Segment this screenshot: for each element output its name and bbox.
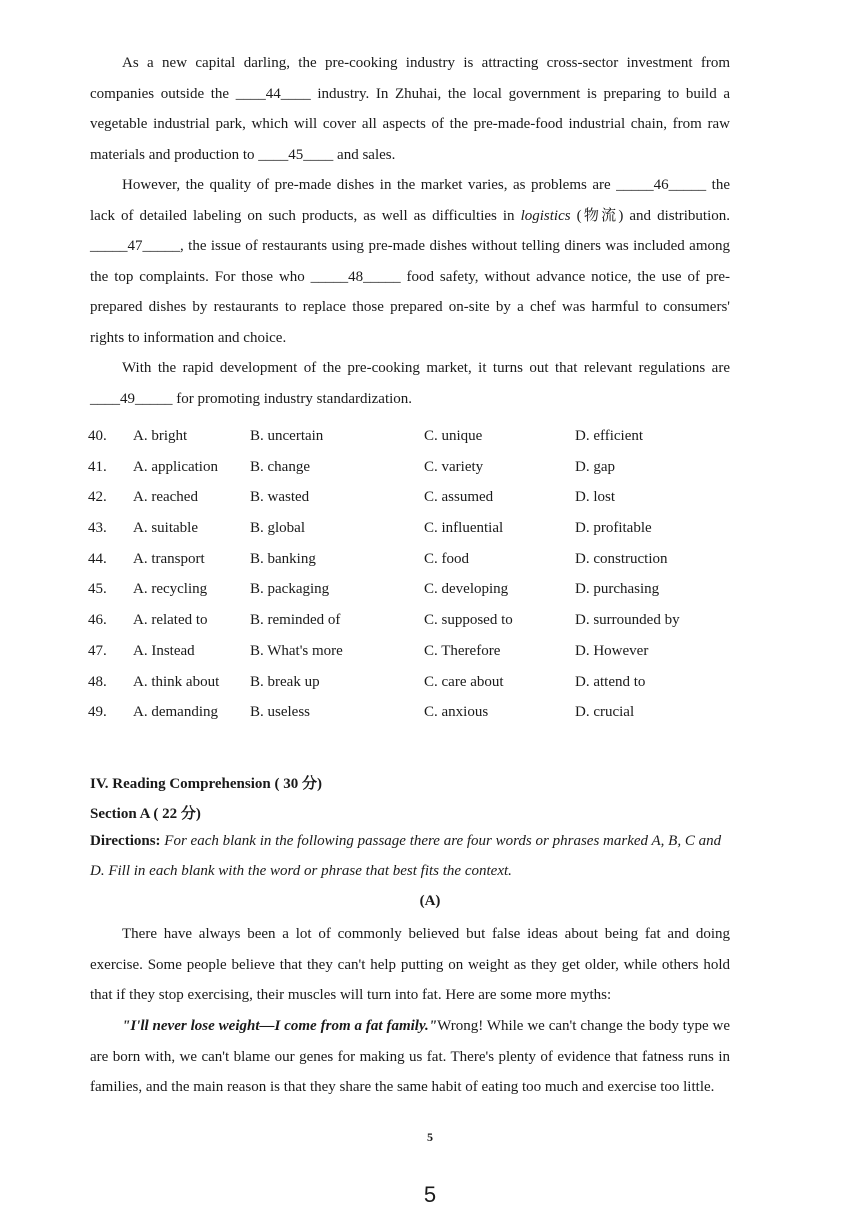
passage-paragraph-3 xyxy=(90,353,730,414)
page-number-small: 5 xyxy=(427,1130,433,1144)
option-c: C. anxious xyxy=(424,704,489,721)
text: (物流) and distribution. xyxy=(570,207,730,224)
text: for promoting industry standardization. xyxy=(172,390,413,407)
option-b: B. change xyxy=(250,458,310,475)
question-number: 49. xyxy=(88,704,107,721)
text: and sales. xyxy=(333,146,396,163)
blank-49: ____49_____ xyxy=(90,390,173,407)
option-row xyxy=(88,455,748,486)
option-d: D. attend to xyxy=(575,673,646,690)
option-d: D. construction xyxy=(575,550,668,567)
option-b: B. uncertain xyxy=(250,428,324,444)
directions xyxy=(90,826,730,886)
blank-46: _____46_____ xyxy=(616,177,707,193)
text: food safety, without advance notice, the use of pre-prepared dishes by restaurants to replace those prepared on-site by a chef was harmful to consumers' rights to information and choice. xyxy=(90,268,730,346)
option-a: A. related to xyxy=(133,612,208,629)
question-number: 47. xyxy=(88,642,107,659)
question-number: 40. xyxy=(88,428,107,444)
option-a: A. demanding xyxy=(133,704,218,721)
text: There have always been a lot of commonly believed but false ideas about being fat and doing exercise. Some people believe that they can't help putting on weight as they get older, while others hold that if they stop exercising, their muscles will turn into fat. Here are some more myths: xyxy=(90,926,730,1004)
option-b: B. break up xyxy=(250,673,320,690)
option-d: D. efficient xyxy=(575,428,644,444)
option-b: B. packaging xyxy=(250,581,330,598)
text: As a new capital darling, the pre-cooking industry is attracting cross-sector investment from companies outside the xyxy=(90,55,730,102)
passage-paragraph-1 xyxy=(90,48,730,170)
option-b: B. global xyxy=(250,520,305,537)
option-row xyxy=(88,608,748,639)
directions-label: Directions: xyxy=(90,833,161,849)
option-c: C. developing xyxy=(424,581,509,598)
option-c: C. supposed to xyxy=(424,612,513,629)
option-row xyxy=(88,639,748,670)
option-row xyxy=(88,516,748,547)
directions-text: For each blank in the following passage there are four words or phrases marked A, B, C and D. Fill in each blank with the word or phrase that best fits the context. xyxy=(90,833,722,879)
option-c: C. variety xyxy=(424,458,484,475)
option-d: D. profitable xyxy=(575,520,652,537)
text: , the issue of restaurants using pre-made dishes without telling diners was included among the top complaints. For those who xyxy=(90,238,730,285)
option-row xyxy=(88,700,748,731)
text: the lack of detailed labeling on such products, as well as difficulties in xyxy=(90,177,731,224)
blank-47: _____47_____ xyxy=(90,238,180,255)
section-subtitle: Section A ( 22 分) xyxy=(90,806,201,822)
reading-paragraph-1 xyxy=(90,919,730,1011)
blank-48: _____48_____ xyxy=(310,268,401,285)
option-a: A. bright xyxy=(133,428,188,444)
option-c: C. unique xyxy=(424,428,483,444)
option-d: D. lost xyxy=(575,489,616,506)
option-row xyxy=(88,577,748,608)
option-a: A. reached xyxy=(133,489,198,506)
question-number: 48. xyxy=(88,673,107,690)
option-d: D. crucial xyxy=(575,704,635,721)
quote: "I'll never lose weight—I come from a fat family." xyxy=(122,1018,438,1034)
option-a: A. application xyxy=(133,458,218,475)
question-number: 41. xyxy=(88,458,107,475)
option-row xyxy=(88,424,748,455)
option-c: C. Therefore xyxy=(424,642,501,659)
reading-paragraph-2 xyxy=(90,1011,730,1103)
option-c: C. food xyxy=(424,550,469,567)
text: With the rapid development of the pre-cooking market, it turns out that relevant regulations are xyxy=(122,360,730,376)
option-a: A. transport xyxy=(133,550,205,567)
option-a: A. Instead xyxy=(133,642,195,659)
passage-paragraph-2 xyxy=(90,170,730,354)
blank-45: ____45____ xyxy=(258,146,334,163)
option-c: C. care about xyxy=(424,673,504,690)
question-number: 45. xyxy=(88,581,107,598)
option-c: C. influential xyxy=(424,520,504,537)
passage-label: (A) xyxy=(419,893,441,909)
option-row xyxy=(88,485,748,516)
option-d: D. However xyxy=(575,642,649,659)
question-number: 44. xyxy=(88,550,107,567)
option-row xyxy=(88,547,748,578)
option-d: D. gap xyxy=(575,458,615,475)
blank-44: ____44____ xyxy=(235,85,311,102)
option-c: C. assumed xyxy=(424,489,494,506)
question-number: 42. xyxy=(88,489,107,506)
option-d: D. surrounded by xyxy=(575,612,680,629)
text: industry. In Zhuhai, the local government is preparing to build a vegetable industrial park, which will cover all aspects of the pre-made-food industrial chain, from raw materials and production to xyxy=(90,85,730,163)
question-number: 46. xyxy=(88,612,107,629)
question-number: 43. xyxy=(88,520,107,537)
page-number: 5 xyxy=(423,1182,437,1207)
option-b: B. useless xyxy=(250,704,310,721)
text: However, the quality of pre-made dishes in the market varies, as problems are xyxy=(122,177,617,193)
options-table xyxy=(88,424,748,731)
section-title: IV. Reading Comprehension ( 30 分) xyxy=(90,776,322,792)
option-d: D. purchasing xyxy=(575,581,660,598)
option-b: B. wasted xyxy=(250,489,310,506)
option-b: B. What's more xyxy=(250,642,343,659)
logistics-term: logistics xyxy=(520,207,571,224)
option-b: B. banking xyxy=(250,550,316,567)
text: Wrong! While we can't change the body type we are born with, we can't blame our genes for making us fat. There's plenty of evidence that fatness runs in families, and the main reason is that they share the same habit of eating too much and exercise too little. xyxy=(90,1018,731,1096)
option-row xyxy=(88,670,748,701)
option-b: B. reminded of xyxy=(250,612,341,629)
option-a: A. suitable xyxy=(133,520,198,537)
option-a: A. recycling xyxy=(133,581,208,598)
option-a: A. think about xyxy=(133,673,220,690)
